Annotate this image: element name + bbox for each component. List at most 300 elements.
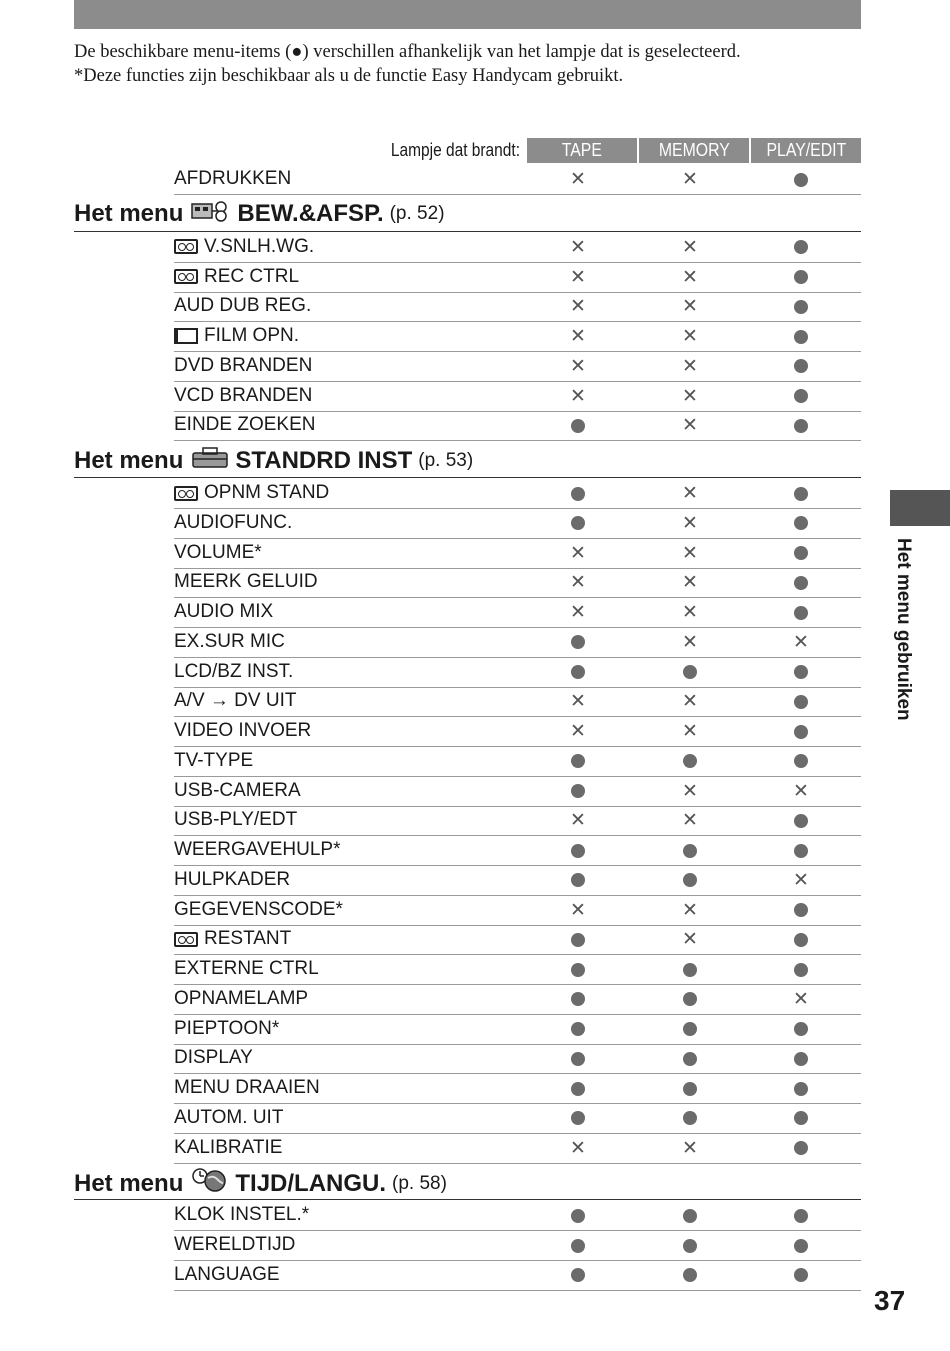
tape-cell (563, 658, 593, 687)
row-label-wrap (174, 958, 319, 980)
table-row (174, 1261, 861, 1291)
row-label: PIEPTOON* (174, 1017, 280, 1039)
available-dot-icon (571, 635, 585, 649)
unavailable-cross-icon: ✕ (570, 385, 586, 407)
play-edit-cell (786, 747, 816, 776)
row-label-wrap (174, 988, 308, 1010)
available-dot-icon (683, 992, 697, 1006)
available-dot-icon (794, 546, 808, 560)
play-edit-cell (786, 925, 816, 954)
unavailable-cross-icon: ✕ (570, 1137, 586, 1159)
memory-cell (675, 1231, 705, 1260)
memory-cell (675, 955, 705, 984)
available-dot-icon (571, 963, 585, 977)
tape-cell (563, 836, 593, 865)
row-label: LCD/BZ INST. (174, 660, 294, 682)
memory-cell (675, 568, 705, 597)
intro-line-1: De beschikbare menu-items (●) verschillen afhankelijk van het lampje dat is geselecteerd. (74, 42, 741, 62)
row-label: VCD BRANDEN (174, 384, 313, 406)
available-dot-icon (794, 1239, 808, 1253)
available-dot-icon (571, 1022, 585, 1036)
unavailable-cross-icon: ✕ (570, 355, 586, 377)
row-label-wrap (174, 750, 253, 772)
table-row (174, 411, 861, 441)
unavailable-cross-icon: ✕ (682, 483, 698, 504)
play-edit-cell (786, 687, 816, 716)
section-prefix: Het menu (74, 200, 184, 228)
memory-cell (675, 509, 705, 538)
memory-cell (675, 1044, 705, 1073)
available-dot-icon (794, 389, 808, 403)
play-edit-cell (786, 1104, 816, 1133)
play-edit-cell (786, 1044, 816, 1073)
row-label: USB-CAMERA (174, 779, 301, 801)
row-label: REC CTRL (204, 265, 300, 287)
row-label-wrap (174, 168, 291, 190)
row-label: AUDIO MIX (174, 601, 274, 622)
memory-cell (675, 806, 705, 835)
table-row (174, 165, 861, 195)
row-label: HULPKADER (174, 868, 291, 890)
table-row (174, 628, 861, 658)
row-label: LANGUAGE (174, 1263, 280, 1285)
memory-cell (675, 777, 705, 806)
table-row (174, 925, 861, 955)
available-dot-icon (683, 1268, 697, 1282)
available-dot-icon (794, 359, 808, 373)
section-name: BEW.&AFSP. (237, 200, 384, 228)
row-label-wrap (174, 482, 329, 504)
available-dot-icon (794, 1111, 808, 1125)
table-row (174, 836, 861, 866)
available-dot-icon (794, 665, 808, 679)
row-label: RESTANT (204, 928, 292, 950)
unavailable-cross-icon: ✕ (570, 899, 586, 921)
row-label: AUDIOFUNC. (174, 511, 293, 533)
tape-cell (563, 479, 593, 508)
unavailable-cross-icon: ✕ (570, 326, 586, 347)
side-tab-label: Het menu gebruiken (893, 538, 914, 721)
section-tijd-langu (74, 1163, 861, 1200)
unavailable-cross-icon: ✕ (682, 929, 698, 951)
row-label: V.SNLH.WG. (204, 235, 315, 257)
row-label: DVD BRANDEN (174, 354, 313, 376)
available-dot-icon (794, 330, 808, 344)
row-label: AUD DUB REG. (174, 295, 312, 317)
available-dot-icon (794, 754, 808, 768)
available-dot-icon (794, 844, 808, 858)
table-row (174, 352, 861, 382)
available-dot-icon (571, 419, 585, 433)
available-dot-icon (794, 695, 808, 709)
available-dot-icon (683, 844, 697, 858)
row-label-wrap (174, 1264, 280, 1286)
play-edit-cell (786, 292, 816, 321)
play-edit-cell (786, 717, 816, 746)
unavailable-cross-icon: ✕ (570, 236, 586, 258)
available-dot-icon (794, 240, 808, 254)
unavailable-cross-icon: ✕ (682, 266, 698, 288)
row-label-wrap (174, 1047, 253, 1069)
column-header-play-edit: PLAY/EDIT (751, 138, 861, 163)
unavailable-cross-icon: ✕ (570, 572, 586, 594)
available-dot-icon (794, 487, 808, 501)
tape-cell (563, 233, 593, 262)
tape-cell (563, 411, 593, 440)
unavailable-cross-icon: ✕ (682, 572, 698, 594)
available-dot-icon (683, 963, 697, 977)
available-dot-icon (571, 1209, 585, 1223)
row-label-wrap (174, 385, 312, 407)
row-label-wrap (174, 355, 312, 377)
row-label-wrap (174, 1018, 279, 1040)
tape-cell (563, 628, 593, 657)
unavailable-cross-icon: ✕ (682, 1137, 698, 1159)
tape-cell (563, 866, 593, 895)
tape-cell (563, 352, 593, 381)
row-label-wrap (174, 809, 297, 831)
row-label-wrap (174, 690, 296, 712)
row-label: WERELDTIJD (174, 1234, 296, 1255)
tape-cell (563, 896, 593, 925)
row-label: FILM OPN. (204, 325, 300, 346)
memory-cell (675, 539, 705, 568)
unavailable-cross-icon: ✕ (570, 691, 586, 713)
memory-cell (675, 866, 705, 895)
play-edit-cell (786, 955, 816, 984)
memory-cell (675, 747, 705, 776)
unavailable-cross-icon: ✕ (570, 169, 586, 190)
memory-cell (675, 1074, 705, 1103)
unavailable-cross-icon: ✕ (682, 326, 698, 347)
table-row (174, 263, 861, 293)
row-label-wrap (174, 661, 293, 683)
available-dot-icon (683, 873, 697, 887)
memory-cell (675, 985, 705, 1014)
row-label: EINDE ZOEKEN (174, 414, 316, 436)
table-row (174, 955, 861, 985)
memory-cell (675, 687, 705, 716)
available-dot-icon (571, 873, 585, 887)
memory-cell (675, 1261, 705, 1290)
memory-cell (675, 628, 705, 657)
available-dot-icon (683, 1111, 697, 1125)
row-label: AUTOM. UIT (174, 1106, 284, 1128)
unavailable-cross-icon: ✕ (682, 810, 698, 832)
play-edit-cell (786, 352, 816, 381)
play-edit-cell (786, 1134, 816, 1163)
available-dot-icon (794, 516, 808, 530)
unavailable-cross-icon: ✕ (682, 631, 698, 653)
play-edit-cell (786, 1074, 816, 1103)
row-label-wrap (174, 899, 343, 921)
row-label: A/V → DV UIT (174, 690, 297, 712)
memory-cell (675, 411, 705, 440)
memory-cell (675, 382, 705, 411)
row-label: KLOK INSTEL.* (174, 1204, 310, 1226)
tape-cell (563, 925, 593, 954)
play-edit-cell (786, 658, 816, 687)
available-dot-icon (794, 1209, 808, 1223)
play-edit-cell (786, 479, 816, 508)
row-label-wrap (174, 295, 311, 317)
memory-cell (675, 836, 705, 865)
row-label-wrap (174, 780, 301, 802)
play-edit-cell (786, 322, 816, 351)
intro-line-2: *Deze functies zijn beschikbaar als u de functie Easy Handycam gebruikt. (74, 66, 624, 86)
tape-cell (563, 1104, 593, 1133)
unavailable-cross-icon: ✕ (682, 721, 698, 742)
tape-icon (174, 269, 198, 284)
unavailable-cross-icon: ✕ (682, 780, 698, 802)
table-row (174, 866, 861, 896)
table-row (174, 1134, 861, 1164)
unavailable-cross-icon: ✕ (682, 385, 698, 407)
memory-cell (675, 352, 705, 381)
table-row (174, 479, 861, 509)
tape-cell (563, 1074, 593, 1103)
page-number: 37 (874, 1285, 906, 1316)
available-dot-icon (794, 1268, 808, 1282)
available-dot-icon (794, 1052, 808, 1066)
available-dot-icon (683, 665, 697, 679)
play-edit-cell (786, 896, 816, 925)
available-dot-icon (794, 270, 808, 284)
play-edit-cell (786, 539, 816, 568)
row-label: USB-PLY/EDT (174, 809, 298, 831)
film-icon (174, 328, 198, 344)
row-label: VIDEO INVOER (174, 720, 312, 741)
row-label: KALIBRATIE (174, 1136, 283, 1158)
row-label: MENU DRAAIEN (174, 1077, 320, 1098)
table-row (174, 568, 861, 598)
memory-cell (675, 322, 705, 351)
unavailable-cross-icon: ✕ (682, 691, 698, 713)
available-dot-icon (571, 1268, 585, 1282)
unavailable-cross-icon: ✕ (793, 869, 809, 891)
available-dot-icon (571, 1082, 585, 1096)
available-dot-icon (794, 419, 808, 433)
row-label: MEERK GELUID (174, 571, 318, 593)
tape-cell (563, 747, 593, 776)
available-dot-icon (794, 725, 808, 739)
tape-cell (563, 1261, 593, 1290)
available-dot-icon (683, 1022, 697, 1036)
section-name: TIJD/LANGU. (235, 1169, 387, 1197)
memory-cell (675, 717, 705, 746)
section-title (74, 445, 473, 476)
unavailable-cross-icon: ✕ (570, 266, 586, 288)
tape-icon (174, 486, 198, 501)
available-dot-icon (571, 1052, 585, 1066)
tape-cell (563, 806, 593, 835)
tape-cell (563, 1044, 593, 1073)
row-label: WEERGAVEHULP* (174, 839, 341, 860)
available-dot-icon (683, 1052, 697, 1066)
row-label-wrap (174, 1234, 295, 1256)
available-dot-icon (571, 754, 585, 768)
unavailable-cross-icon: ✕ (682, 296, 698, 318)
table-row (174, 1015, 861, 1045)
row-label-wrap (174, 601, 273, 623)
section-page-ref: (p. 53) (418, 449, 474, 471)
play-edit-cell (786, 233, 816, 262)
row-label-wrap (174, 631, 285, 653)
memory-cell (675, 1104, 705, 1133)
row-label: TV-TYPE (174, 749, 254, 771)
row-label: EX.SUR MIC (174, 630, 285, 652)
tape-icon (174, 932, 198, 947)
tape-cell (563, 539, 593, 568)
available-dot-icon (683, 1209, 697, 1223)
table-row (174, 1231, 861, 1261)
available-dot-icon (571, 784, 585, 798)
row-label: EXTERNE CTRL (174, 958, 319, 979)
available-dot-icon (794, 814, 808, 828)
memory-cell (675, 925, 705, 954)
row-label-wrap (174, 1077, 320, 1099)
tape-cell (563, 687, 593, 716)
tape-cell (563, 717, 593, 746)
table-row (174, 292, 861, 322)
tape-cell (563, 382, 593, 411)
tape-cell (563, 568, 593, 597)
row-label: VOLUME* (174, 541, 262, 563)
play-edit-cell (786, 1015, 816, 1044)
play-edit-cell (786, 263, 816, 292)
memory-cell (675, 658, 705, 687)
unavailable-cross-icon: ✕ (793, 780, 809, 802)
table-row (174, 747, 861, 777)
row-label-wrap (174, 571, 318, 593)
column-header-memory: MEMORY (639, 138, 749, 163)
memory-cell (675, 292, 705, 321)
tape-cell (563, 1015, 593, 1044)
row-label-wrap (174, 1107, 283, 1129)
available-dot-icon (571, 992, 585, 1006)
memory-cell (675, 896, 705, 925)
available-dot-icon (794, 903, 808, 917)
tape-cell (563, 777, 593, 806)
available-dot-icon (571, 516, 585, 530)
available-dot-icon (794, 606, 808, 620)
play-edit-cell (786, 1231, 816, 1260)
row-label: GEGEVENSCODE* (174, 898, 343, 920)
unavailable-cross-icon: ✕ (793, 988, 809, 1010)
available-dot-icon (571, 844, 585, 858)
tape-cell (563, 509, 593, 538)
section-prefix: Het menu (74, 1169, 184, 1197)
memory-cell (675, 1201, 705, 1230)
play-edit-cell (786, 836, 816, 865)
table-row (174, 598, 861, 628)
memory-cell (675, 233, 705, 262)
table-row (174, 1044, 861, 1074)
unavailable-cross-icon: ✕ (682, 512, 698, 534)
available-dot-icon (683, 754, 697, 768)
row-label-wrap (174, 1137, 282, 1159)
table-row (174, 322, 861, 352)
row-label: AFDRUKKEN (174, 168, 292, 189)
table-row (174, 539, 861, 569)
unavailable-cross-icon: ✕ (570, 602, 586, 623)
unavailable-cross-icon: ✕ (570, 721, 586, 742)
unavailable-cross-icon: ✕ (570, 810, 586, 832)
unavailable-cross-icon: ✕ (682, 236, 698, 258)
table-row (174, 985, 861, 1015)
row-label-wrap (174, 869, 290, 891)
available-dot-icon (571, 487, 585, 501)
section-bew-afsp (74, 195, 861, 232)
section-name: STANDRD INST (235, 446, 413, 474)
unavailable-cross-icon: ✕ (570, 296, 586, 318)
memory-cell (675, 263, 705, 292)
table-row (174, 717, 861, 747)
table-row (174, 509, 861, 539)
play-edit-cell (786, 165, 816, 194)
section-page-ref: (p. 58) (392, 1172, 447, 1194)
available-dot-icon (683, 1082, 697, 1096)
play-edit-cell (786, 411, 816, 440)
row-label: DISPLAY (174, 1047, 253, 1069)
available-dot-icon (794, 1082, 808, 1096)
row-label-wrap (174, 236, 314, 258)
tape-cell (563, 165, 593, 194)
play-edit-cell (786, 806, 816, 835)
unavailable-cross-icon: ✕ (682, 415, 698, 437)
table-row (174, 1201, 861, 1231)
edit-play-icon (191, 199, 231, 230)
unavailable-cross-icon: ✕ (682, 602, 698, 623)
available-dot-icon (794, 173, 808, 187)
memory-cell (675, 1134, 705, 1163)
play-edit-cell (786, 509, 816, 538)
play-edit-cell (786, 628, 816, 657)
tape-cell (563, 1231, 593, 1260)
section-standrd-inst (74, 441, 861, 478)
section-prefix: Het menu (74, 446, 184, 474)
available-dot-icon (794, 933, 808, 947)
tape-cell (563, 292, 593, 321)
tape-cell (563, 1134, 593, 1163)
row-label: OPNAMELAMP (174, 987, 309, 1009)
available-dot-icon (794, 1141, 808, 1155)
row-label-wrap (174, 325, 299, 347)
row-label-wrap (174, 414, 315, 436)
memory-cell (675, 1015, 705, 1044)
row-label-wrap (174, 266, 299, 288)
play-edit-cell (786, 866, 816, 895)
play-edit-cell (786, 382, 816, 411)
tape-icon (174, 239, 198, 254)
unavailable-cross-icon: ✕ (682, 542, 698, 564)
row-label-wrap (174, 542, 262, 564)
column-header-tape: TAPE (527, 138, 637, 163)
tape-cell (563, 598, 593, 627)
unavailable-cross-icon: ✕ (682, 355, 698, 377)
section-title (74, 199, 445, 230)
toolbox-icon (191, 445, 229, 476)
row-label-wrap (174, 928, 291, 950)
available-dot-icon (794, 1022, 808, 1036)
tape-cell (563, 955, 593, 984)
table-row (174, 1074, 861, 1104)
table-row (174, 777, 861, 807)
table-row (174, 382, 861, 412)
row-label-wrap (174, 720, 311, 742)
play-edit-cell (786, 598, 816, 627)
table-row (174, 1104, 861, 1134)
